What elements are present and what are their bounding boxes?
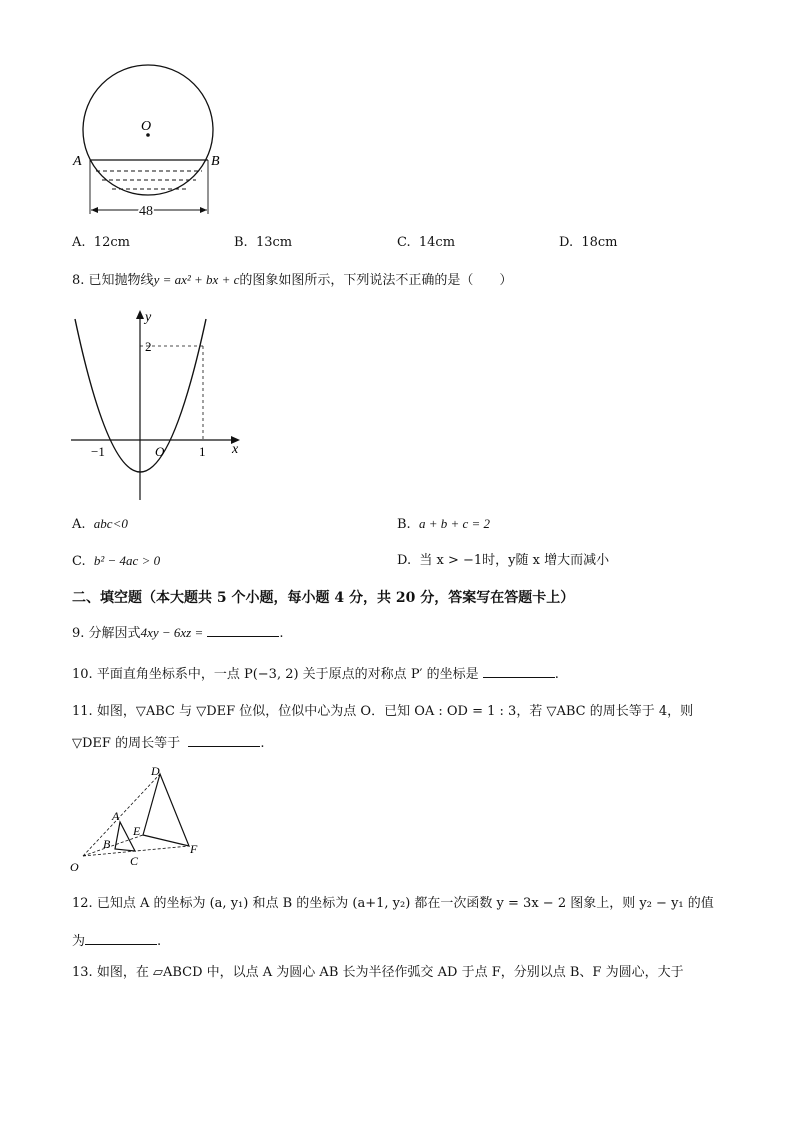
label-a: A: [112, 809, 120, 823]
q7-option-b: B. 13cm: [234, 235, 293, 250]
y-axis-arrow: [136, 310, 144, 319]
q7-option-d: D. 18cm: [559, 235, 618, 250]
label-c: C: [130, 854, 139, 868]
q11-answer-blank[interactable]: [188, 734, 260, 747]
q7-option-a: A. 12cm: [72, 235, 130, 250]
q11-line2: ▽DEF 的周长等于 .: [72, 736, 265, 751]
q8-option-d: D. 当 x > −1时，y随 x 增大而减小: [397, 553, 610, 568]
q8-option-c: C. b² − 4ac > 0: [72, 553, 161, 569]
x-tick-1: 1: [199, 444, 206, 459]
q12-line1: 12. 已知点 A 的坐标为 (a, y₁) 和点 B 的坐标为 (a+1, y₂) 都在一次函数 y = 3x − 2 图象上，则 y₂ − y₁ 的值: [72, 896, 714, 911]
label-b: B: [211, 154, 220, 169]
q7-circle-figure: [60, 60, 240, 225]
q10: 10. 平面直角坐标系中，一点 P(−3, 2) 关于原点的对称点 P′ 的坐标是 .: [72, 667, 559, 682]
width-label: 48: [139, 204, 153, 219]
label-a: A: [73, 154, 82, 169]
label-e: E: [133, 824, 141, 838]
x-tick-neg1: −1: [91, 444, 105, 459]
triangle-abc: [115, 822, 135, 851]
dim-arrow-left: [91, 207, 98, 213]
q8-option-a: A. abc<0: [72, 516, 128, 532]
label-o: O: [70, 860, 79, 874]
center-label: O: [141, 119, 152, 134]
x-axis-label: x: [232, 442, 239, 457]
q8-parabola-graph: [65, 305, 250, 505]
q12-answer-blank[interactable]: [85, 932, 157, 945]
label-b: B: [103, 837, 111, 851]
label-d: D: [151, 764, 160, 778]
q10-answer-blank[interactable]: [483, 665, 555, 678]
section-heading: 二、填空题（本大题共 5 个小题，每小题 4 分，共 20 分，答案写在答题卡上）: [72, 590, 575, 606]
q12-line2: 为 .: [72, 934, 162, 949]
q9-answer-blank[interactable]: [207, 624, 279, 637]
y-axis-label: y: [145, 310, 152, 325]
origin-label: O: [155, 444, 165, 459]
q8-stem: 8. 已知抛物线y = ax² + bx + c的图象如图所示，下列说法不正确的是（ ）: [72, 272, 513, 288]
q7-option-c: C. 14cm: [397, 235, 456, 250]
y-tick-2: 2: [145, 339, 152, 354]
q11-line1: 11. 如图，▽ABC 与 ▽DEF 位似，位似中心为点 O．已知 OA : OD = 1 : 3，若 ▽ABC 的周长等于 4，则: [72, 704, 694, 719]
q9: 9. 分解因式4xy − 6xz = .: [72, 625, 284, 641]
label-f: F: [190, 842, 198, 856]
q8-option-b: B. a + b + c = 2: [397, 516, 491, 532]
dim-arrow-right: [200, 207, 207, 213]
q13: 13. 如图，在 ▱ABCD 中，以点 A 为圆心 AB 长为半径作弧交 AD 于点 F，分别以点 B、F 为圆心，大于: [72, 965, 684, 980]
q11-homothety-figure: [65, 760, 215, 878]
